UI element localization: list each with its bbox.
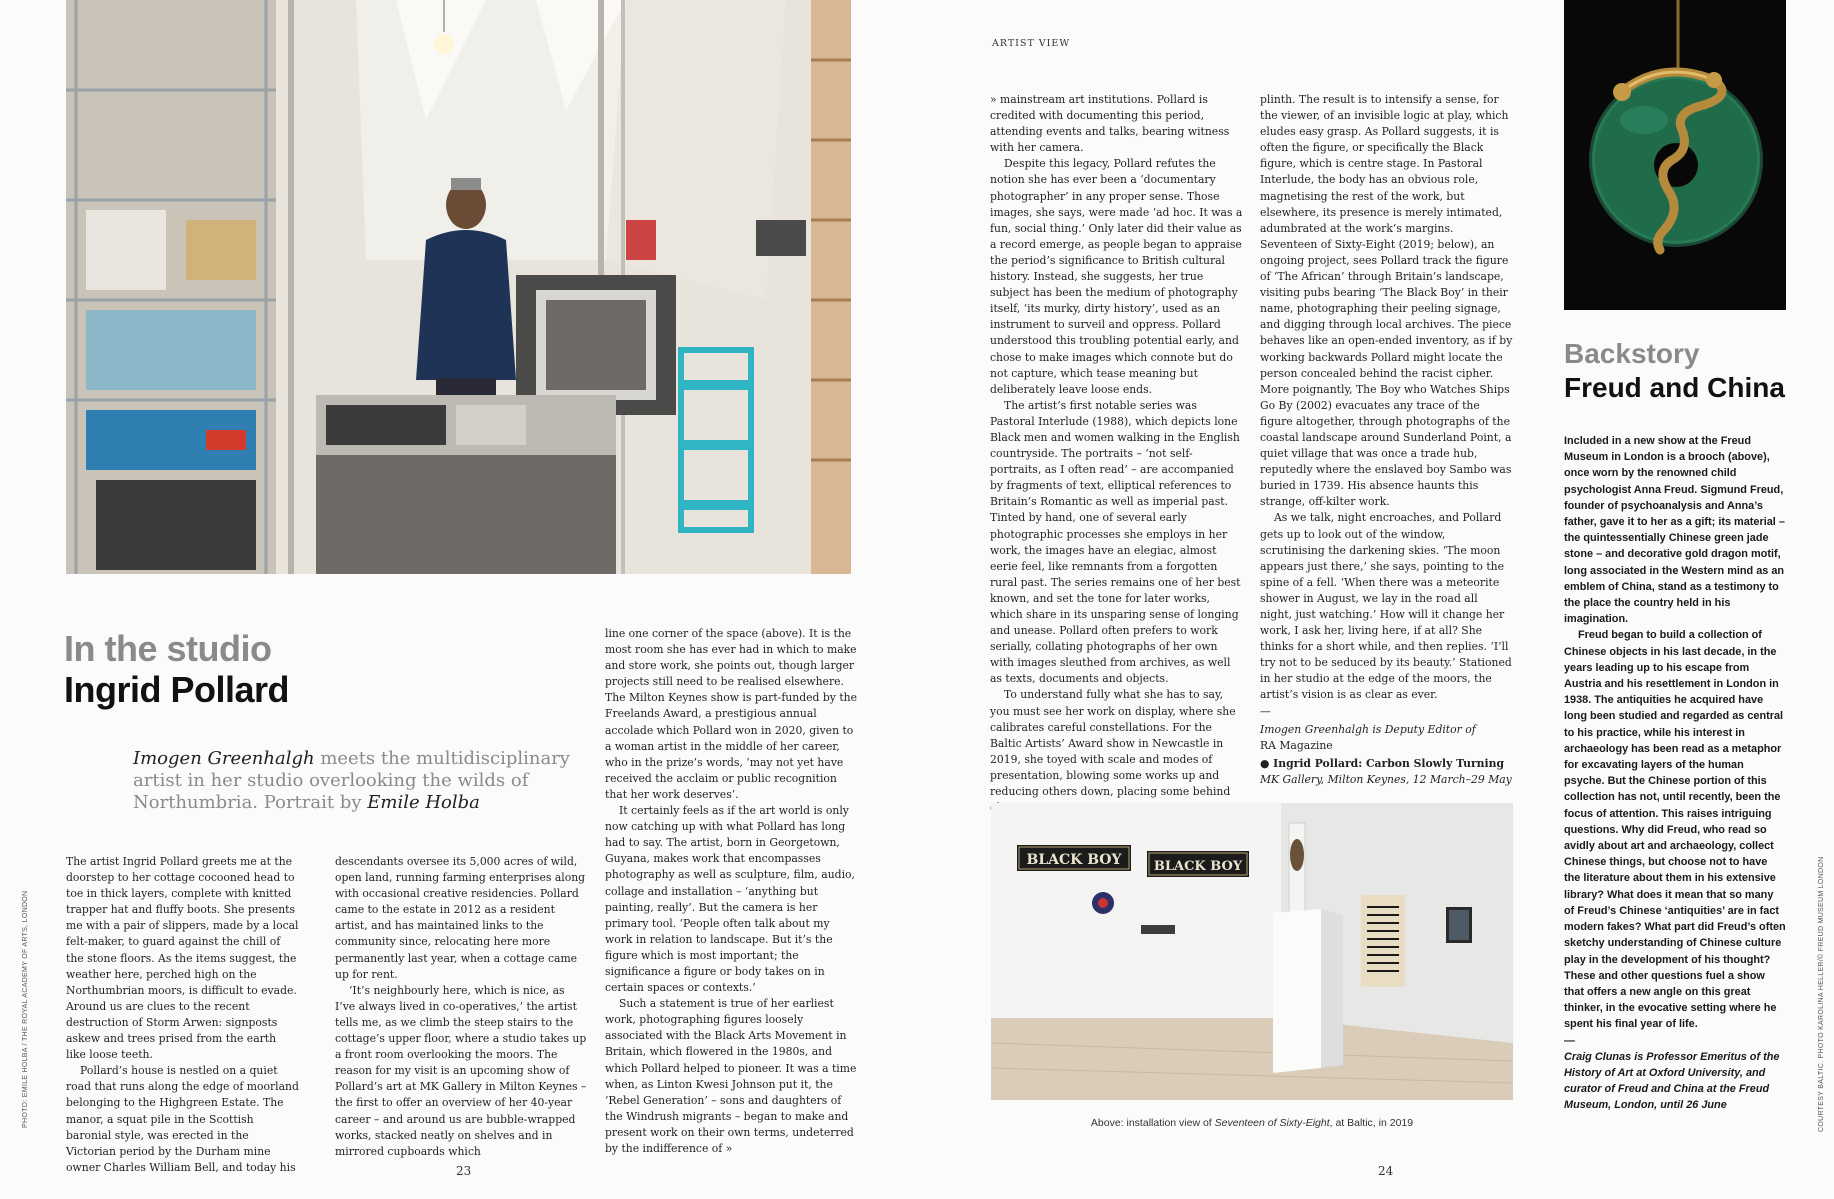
sidebar-title: Freud and China: [1564, 372, 1785, 403]
paragraph: Pollard’s house is nestled on a quiet road that runs along the edge of moorland belonging to the Highgreen Estate. The manor, a squat pile in the Scottish baronial style, was erected in the Victorian period by the Durham mine owner Charles William Bell, and today his: [66, 1064, 299, 1174]
standfirst-author: Imogen Greenhalgh: [133, 748, 315, 769]
author-pub: RA Magazine: [1260, 738, 1333, 752]
standfirst-photographer: Emile Holba: [367, 792, 480, 813]
paragraph: » mainstream art institutions. Pollard is credited with documenting this period, attending events and talks, bearing witness with her camera.: [990, 93, 1230, 155]
article-title: Ingrid Pollard: [64, 669, 290, 710]
black-boy-sign-2: BLACK BOY: [1153, 859, 1243, 874]
installation-caption: [991, 1117, 1513, 1129]
sidebar-kicker: Backstory: [1564, 338, 1700, 369]
photo-credit-left: PHOTO: EMILE HOLBA / THE ROYAL ACADEMY OF ARTS, LONDON: [22, 890, 29, 1128]
body-column-2: [335, 854, 587, 1158]
page-number-right: 24: [1378, 1164, 1394, 1178]
paragraph: As we talk, night encroaches, and Pollard gets up to look out of the window, scrutinising the darkening skies. ‘The moon appears just there,’ she says, pointing to the spine of a fell. ‘When there was a meteorite shower in August, we lay in the road all night, just watching.’ How will it change her work, I ask her, living here, if at all? She thinks for a short while, and then replies. ‘I’ll try not to be seduced by its beauty.’ Stationed in her studio at the edge of the moors, the artist’s vision is as clear as ever.: [1260, 511, 1512, 702]
sidebar-paragraph: Included in a new show at the Freud Museum in London is a brooch (above), once worn by the renowned child psychologist Anna Freud. Sigmund Freud, founder of psychoanalysis and Anna’s father, gave it to her as a gift; its material – the quintessentially Chinese green jade stone – and decorative gold dragon motif, long associated in the Western mind as an emblem of China, stand as a testimony to the place the country held in his imagination.: [1564, 435, 1785, 626]
body-column-4: [990, 92, 1243, 799]
caption-title: Seventeen of Sixty-Eight: [1214, 1117, 1330, 1129]
body-column-1: [66, 854, 299, 1174]
studio-photo-illustration: [66, 0, 851, 574]
paragraph: Such a statement is true of her earliest work, photographing figures loosely associated with the Black Arts Movement in Britain, which flowered in the 1980s, and which Pollard helped to pioneer. It was a time when, as Linton Kwesi Johnson put it, the ‘Rebel Generation’ – sons and daughters of the Windrush migrants – began to make and present work on their own terms, undeterred by the indifference of »: [605, 997, 857, 1155]
end-dash: —: [1260, 704, 1271, 718]
photo-credit-right: COURTESY BALTIC. PHOTO KAROLINA HELLER/© FREUD MUSEUM LONDON: [1818, 856, 1825, 1132]
paragraph: line one corner of the space (above). It is the most room she has ever had in which to make and store work, she points out, though larger projects still need to be realised elsewhere. The Milton Keynes show is part-funded by the Freelands Award, a prestigious annual accolade which Pollard won in 2020, given to a woman artist in the middle of her career, who in the prize’s words, ‘may not yet have received the acclaim or public recognition that her work deserves’.: [605, 627, 858, 801]
paragraph: The artist’s first notable series was Pastoral Interlude (1988), which depicts lone Black men and women walking in the English countryside. The portraits – ‘not self-portraits, as I often read’ – are accompanied by fragments of text, elliptical references to Britain’s Romantic as well as imperial past. Tinted by hand, one of several early photographic processes she employs in her work, the images have an elegiac, almost eerie feel, like remnants from a forgotten rural past. The series remains one of her best known, and set the tone for later works, which share in its unsparing sense of longing and unease. Pollard often prefers to work serially, collating photographs of her own with images sleuthed from archives, as well as texts, documents and objects.: [990, 398, 1241, 686]
sidebar-contributor: Craig Clunas is Professor Emeritus of the History of Art at Oxford University, and curator of Freud and China at the Freud Museum, London, until 26 June: [1564, 1050, 1780, 1112]
show-title: ● Ingrid Pollard: Carbon Slowly Turning: [1260, 756, 1505, 770]
paragraph: Despite this legacy, Pollard refutes the notion she has ever been a ‘documentary photographer’ in any proper sense. Those images, she says, were made ‘ad hoc. It was a fun, social thing.’ Only later did their value as a record emerge, as people began to appraise the period’s significance to British cultural history. Instead, she suggests, her true subject has been the medium of photography itself, ‘its murky, dirty history’, used as an instrument to surveil and oppress. Pollard understood this troubling potential early, and chose to make images which connote but do not capture, which tease meaning but deliberately leave loose ends.: [990, 157, 1243, 396]
sidebar-paragraph: Freud began to build a collection of Chinese objects in his last decade, in the years leading up to his escape from Austria and his resettlement in London in 1938. The antiquities he acquired have long been studied and regarded as central to his practice, while his interest in archaeology has been read as a metaphor for excavating layers of the human psyche. But the Chinese portion of this collection has not, until recently, been the focus of attention. This raises intriguing questions. Why did Freud, who read so avidly about art and archaeology, collect Chinese things, but choose not to have the literature about them in his extensive library? What does it mean that so many of Freud’s Chinese ‘antiquities’ are in fact modern fakes? What part did Freud’s often sketchy understanding of Chinese culture play in the development of his thought? These and other questions fuel a show that offers a new angle on this great thinker, in the evocative setting where he spent his final year of life.: [1564, 629, 1786, 1031]
paragraph: plinth. The result is to intensify a sense, for the viewer, of an invisible logic at play, which eludes easy grasp. As Pollard suggests, it is often the figure, or specifically the Black figure, which is centre stage. In Pastoral Interlude, the body has an obvious role, magnetising the rest of the work, but elsewhere, its presence is merely intimated, adumbrated at the work’s margins. Seventeen of Sixty-Eight (2019; below), an ongoing project, sees Pollard track the figure of ‘The African’ through Britain’s landscape, visiting pubs bearing ‘The Black Boy’ in their name, photographing their peeling signage, and digging through local archives. The piece behaves like an open-ended inventory, as if by working backwards Pollard might locate the person concealed behind the racist cipher. More poignantly, The Boy who Watches Ships Go By (2002) evacuates any trace of the figure altogether, through photographs of the coastal landscape around Sunderland Point, a quiet village that was once a trade hub, reputedly where the enslaved boy Sambo was buried in 1739. His absence haunts this strange, off-kilter work.: [1260, 93, 1513, 509]
paragraph: To understand fully what she has to say, you must see her work on display, where she calibrates careful constellations. For the Baltic Artists’ Award show in Newcastle in 2019, she toyed with scale and modes of presentation, blowing some works up and reducing others down, placing some behind: [990, 688, 1236, 799]
author-note: [1260, 722, 1513, 754]
caption-prefix: Above: installation view of: [1090, 1117, 1215, 1129]
studio-photo: [66, 0, 851, 574]
brooch-photo: [1564, 0, 1786, 310]
caption-suffix: , at Baltic, in 2019: [1329, 1117, 1414, 1129]
paragraph: It certainly feels as if the art world is only now catching up with what Pollard has long had to say. The artist, born in Georgetown, Guyana, makes work that encompasses photography as well as sculpture, film, audio, collage and installation – ‘anything but painting, really’. But the camera is her primary tool. ‘People often talk about my work in relation to landscape. But it’s the figure which is most important; the significance a figure or body takes on in certain spaces or contexts.’: [605, 804, 855, 995]
running-head: ARTIST VIEW: [992, 38, 1071, 49]
standfirst: [133, 748, 573, 814]
sidebar-dash: —: [1564, 1034, 1575, 1047]
paragraph: ‘It’s neighbourly here, which is nice, as I’ve always lived in co-operatives,’ the artist tells me, as we climb the steep stairs to the cottage’s upper floor, where a studio takes up a front room overlooking the moors. The reason for my visit is an upcoming show of Pollard’s art at MK Gallery in Milton Keynes – the first to offer an overview of her 40-year career – and around us are bubble-wrapped works, stacked neatly on shelves and in mirrored cupboards which: [335, 983, 587, 1158]
paragraph: The artist Ingrid Pollard greets me at the doorstep to her cottage cocooned head to toe in thick layers, complete with knitted trapper hat and fluffy boots. She presents me with a pair of slippers, made by a local felt-maker, to guard against the chill of the stone floors. As the items suggest, the weather here, perched high on the Northumbrian moors, is difficult to evade. Around us are clues to the recent destruction of Storm Arwen: signposts askew and trees prised from the earth like loose teeth.: [66, 855, 299, 1062]
author-note-text: Imogen Greenhalgh is Deputy Editor of: [1260, 722, 1476, 736]
body-column-3: [605, 626, 858, 1155]
installation-photo-illustration: [991, 803, 1513, 1100]
standfirst-text: meets the multidisciplinary artist in her studio overlooking the wilds of Northumbria. Portrait by: [133, 748, 570, 813]
page-number-left: 23: [456, 1164, 472, 1178]
brooch-photo-illustration: [1564, 0, 1786, 310]
paragraph: descendants oversee its 5,000 acres of wild, open land, running farming enterprises along with occasional creative residencies. Pollard came to the estate in 2012 as a resident artist, and has maintained links to the community since, relocating here more permanently last year, when a cottage came up for rent.: [335, 855, 586, 981]
black-boy-sign-1: BLACK BOY: [1026, 852, 1122, 868]
installation-photo: [991, 803, 1513, 1100]
sidebar-body: [1564, 433, 1786, 1114]
section-kicker: In the studio: [64, 628, 272, 669]
body-column-5: [1260, 92, 1513, 786]
show-details: MK Gallery, Milton Keynes, 12 March–29 May: [1260, 772, 1512, 786]
